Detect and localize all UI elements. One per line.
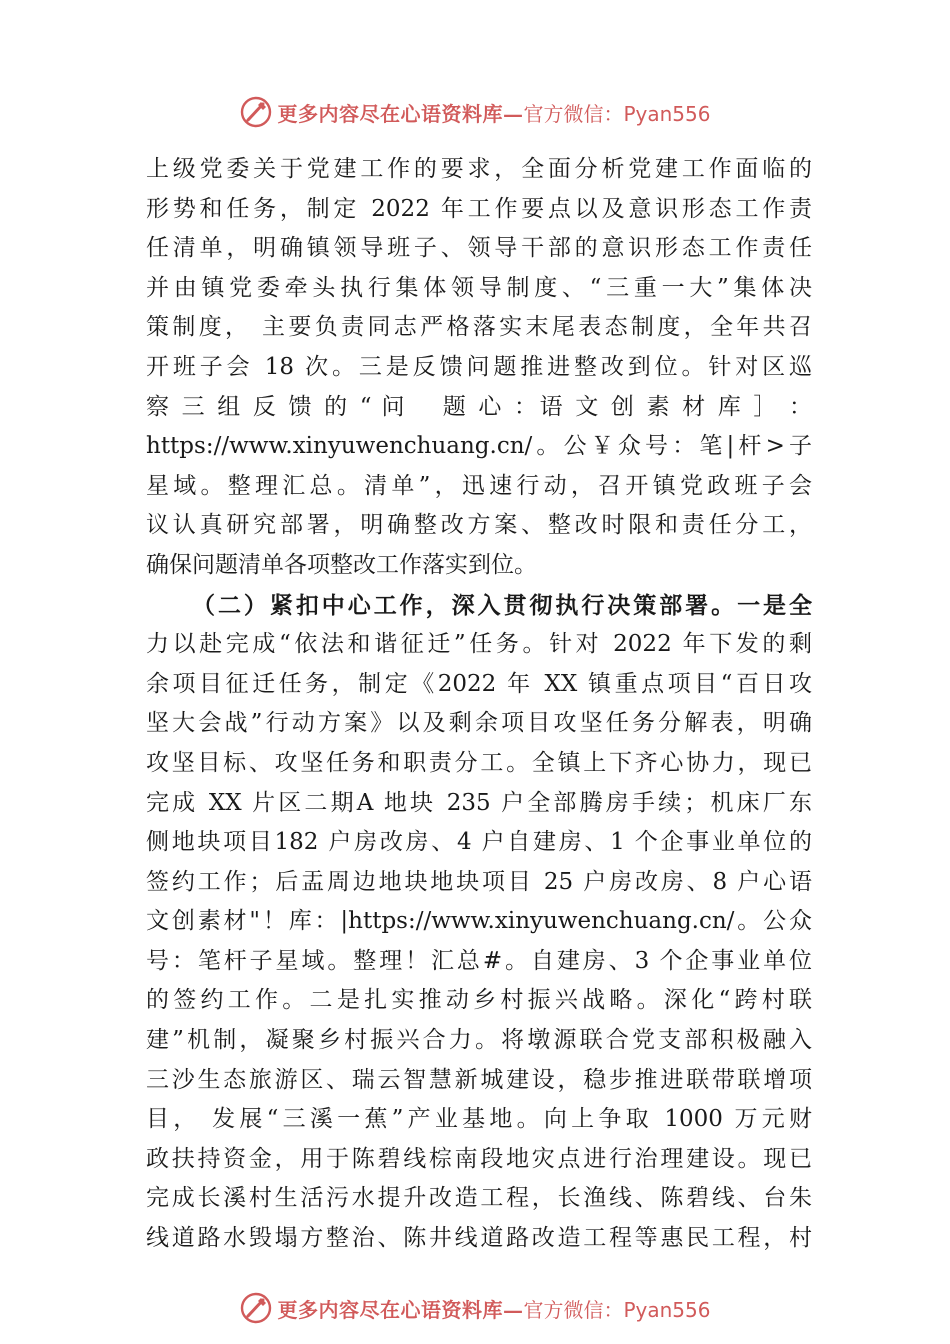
text-line: 三沙生态旅游区、瑞云智慧新城建设，稳步推进联带联增项: [146, 1066, 812, 1093]
text-line: https://www.xinyuwenchuang.cn/。公￥众号：笔|杆>子: [146, 433, 812, 460]
text-line: 线道路水毁塌方整治、陈井线道路改造工程等惠民工程，村: [146, 1225, 812, 1252]
text-line: 察 三 组 反 馈 的 “ 问 题 心 ：语 文 创 素 材 库 ］ ：: [146, 393, 812, 420]
text-line: 攻坚目标、攻坚任务和职责分工。全镇上下齐心协力，现已: [146, 749, 812, 776]
watermark-wechat: 官方微信：Pyan556: [523, 1297, 711, 1322]
text-line: 力以赴完成“依法和谐征迁”任务。针对 2022 年下发的剩: [146, 631, 812, 658]
text-line: 完成长溪村生活污水提升改造工程，长渔线、陈碧线、台朱: [146, 1185, 812, 1212]
brush-logo-icon: [239, 1291, 273, 1325]
text-line: 议认真研究部署，明确整改方案、整改时限和责任分工，: [146, 512, 812, 539]
watermark-banner-bottom: [0, 1288, 950, 1328]
text-line: 侧地块项目182 户房改房、4 户自建房、1 个企事业单位的: [146, 829, 812, 856]
text-line: 开班子会 18 次。三是反馈问题推进整改到位。针对区巡: [146, 353, 812, 380]
watermark-wechat: 官方微信：Pyan556: [523, 101, 711, 126]
text-line: 星域。整理汇总。清单”，迅速行动，召开镇党政班子会: [146, 472, 812, 499]
text-line: 签约工作；后盂周边地块地块项目 25 户房改房、8 户心语: [146, 868, 812, 895]
watermark-slogan: 更多内容尽在心语资料库—: [277, 101, 524, 126]
brush-logo-icon: [239, 95, 273, 129]
text-line: 政扶持资金，用于陈碧线棕南段地灾点进行治理建设。现已: [146, 1145, 812, 1172]
watermark-slogan: 更多内容尽在心语资料库—: [277, 1297, 524, 1322]
text-line: 任清单，明确镇领导班子、领导干部的意识形态工作责任: [146, 235, 812, 262]
text-line: 并由镇党委牵头执行集体领导制度、“三重一大”集体决: [146, 274, 812, 301]
text-line: 目， 发展“三溪一蕉”产业基地。向上争取 1000 万元财: [146, 1106, 812, 1133]
text-line: 的签约工作。二是扎实推动乡村振兴战略。深化“跨村联: [146, 987, 812, 1014]
text-line: 余项目征迁任务，制定《2022 年 XX 镇重点项目“百日攻: [146, 670, 812, 697]
text-line: 策制度， 主要负责同志严格落实末尾表态制度，全年共召: [146, 314, 812, 341]
text-line: 号：笔杆子星域。整理！汇总#。自建房、3 个企事业单位: [146, 947, 812, 974]
text-line: 上级党委关于党建工作的要求，全面分析党建工作面临的: [146, 156, 812, 182]
text-line: 形势和任务，制定 2022 年工作要点以及意识形态工作责: [146, 195, 812, 222]
section-heading: （二）紧扣中心工作，深入贯彻执行决策部署。一是全: [192, 591, 812, 619]
text-line: 文创素材"！库：|https://www.xinyuwenchuang.cn/。公众: [146, 908, 812, 935]
text-line: 确保问题清单各项整改工作落实到位。: [146, 551, 537, 578]
text-line: 完成 XX 片区二期A 地块 235 户全部腾房手续；机床厂东: [146, 789, 812, 816]
document-body: [146, 150, 812, 1259]
text-line: 建”机制，凝聚乡村振兴合力。将墩源联合党支部积极融入: [146, 1027, 812, 1054]
text-line: 坚大会战”行动方案》以及剩余项目攻坚任务分解表，明确: [146, 710, 812, 737]
watermark-banner-top: [0, 92, 950, 132]
